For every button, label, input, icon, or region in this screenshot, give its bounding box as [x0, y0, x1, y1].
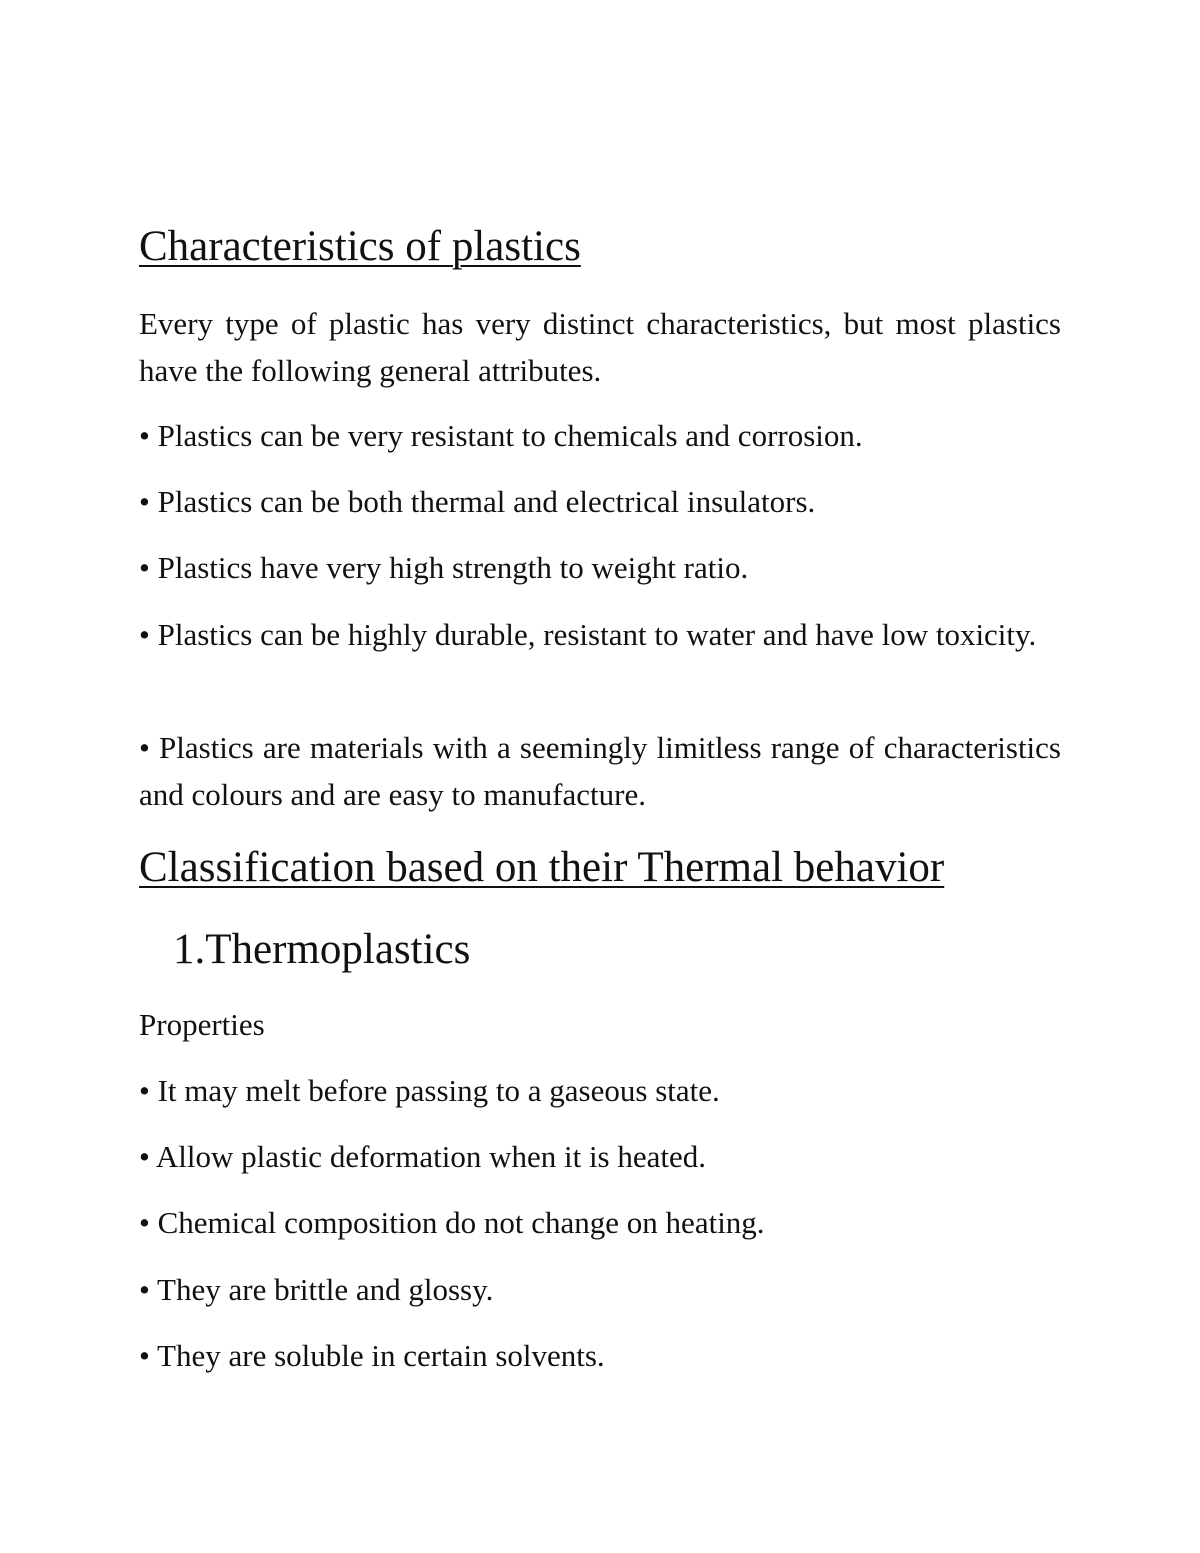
- heading-characteristics: Characteristics of plastics: [139, 223, 581, 270]
- bullet-limitless-range: • Plastics are materials with a seemingly limitless range of characteristics and colours and are easy to manufacture.: [139, 730, 1061, 812]
- intro-paragraph: Every type of plastic has very distinct characteristics, but most plastics have the following general attributes.: [139, 306, 1061, 388]
- bullet-chemical-resistance: • Plastics can be very resistant to chemicals and corrosion.: [139, 418, 863, 453]
- bullet-composition: • Chemical composition do not change on heating.: [139, 1205, 765, 1240]
- properties-label: Properties: [139, 1007, 265, 1042]
- bullet-soluble: • They are soluble in certain solvents.: [139, 1338, 605, 1373]
- subheading-thermoplastics: 1.Thermoplastics: [173, 926, 471, 973]
- bullet-strength-ratio: • Plastics have very high strength to weight ratio.: [139, 550, 749, 585]
- heading-classification: Classification based on their Thermal behavior: [139, 844, 945, 891]
- bullet-melt: • It may melt before passing to a gaseous state.: [139, 1073, 720, 1108]
- bullet-deformation: • Allow plastic deformation when it is heated.: [139, 1139, 707, 1174]
- bullet-brittle: • They are brittle and glossy.: [139, 1272, 494, 1307]
- bullet-durability: • Plastics can be highly durable, resistant to water and have low toxicity.: [139, 617, 1037, 652]
- bullet-insulators: • Plastics can be both thermal and electrical insulators.: [139, 484, 816, 519]
